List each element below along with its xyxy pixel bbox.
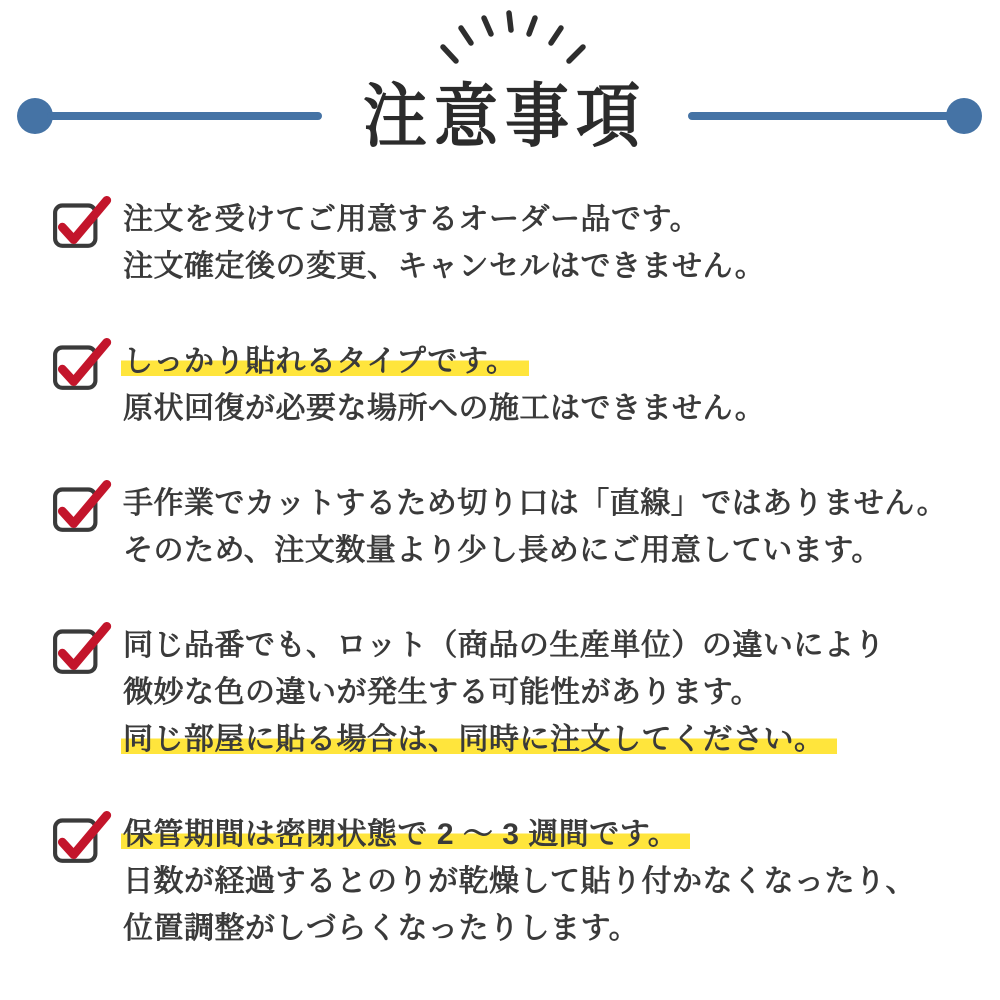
- list-item: [52, 480, 962, 574]
- divider-line-right: [688, 112, 952, 120]
- note-line: 原状回復が必要な場所への施工はできません。: [123, 392, 766, 425]
- note-line: 位置調整がしづらくなったりします。: [123, 912, 640, 945]
- note-line: 同じ品番でも、ロット（商品の生産単位）の違いにより: [123, 629, 885, 662]
- note-line-highlighted: 同じ部屋に貼る場合は、同時に注文してください。: [121, 723, 837, 756]
- divider-line-left: [47, 112, 322, 120]
- divider-left: [17, 98, 322, 134]
- note-line-highlighted: しっかり貼れるタイプです。: [121, 345, 529, 378]
- list-item: [52, 811, 962, 952]
- note-line: 日数が経過するとのりが乾燥して貼り付かなくなったり、: [123, 865, 916, 898]
- divider-right: [688, 98, 982, 134]
- note-line: 注文を受けてご用意するオーダー品です。: [123, 203, 701, 236]
- checkbox-checked-icon: [52, 335, 114, 391]
- note-line: 注文確定後の変更、キャンセルはできません。: [123, 250, 766, 283]
- list-item: [52, 338, 962, 432]
- list-item: [52, 622, 962, 763]
- checkbox-checked-icon: [52, 619, 114, 675]
- emphasis-rays-icon: [435, 8, 595, 70]
- note-line: 手作業でカットするため切り口は「直線」ではありません。: [123, 487, 948, 520]
- checkbox-checked-icon: [52, 477, 114, 533]
- note-line: そのため、注文数量より少し長めにご用意しています。: [123, 534, 882, 567]
- divider-dot-right: [946, 98, 982, 134]
- note-line-highlighted: 保管期間は密閉状態で 2 ～ 3 週間です。: [121, 818, 690, 851]
- checkbox-checked-icon: [52, 808, 114, 864]
- header: [0, 78, 1000, 154]
- checkbox-checked-icon: [52, 193, 114, 249]
- page-title: 注意事項: [363, 77, 647, 155]
- notes-list: [52, 196, 962, 1000]
- note-line: 微妙な色の違いが発生する可能性があります。: [123, 676, 762, 709]
- list-item: [52, 196, 962, 290]
